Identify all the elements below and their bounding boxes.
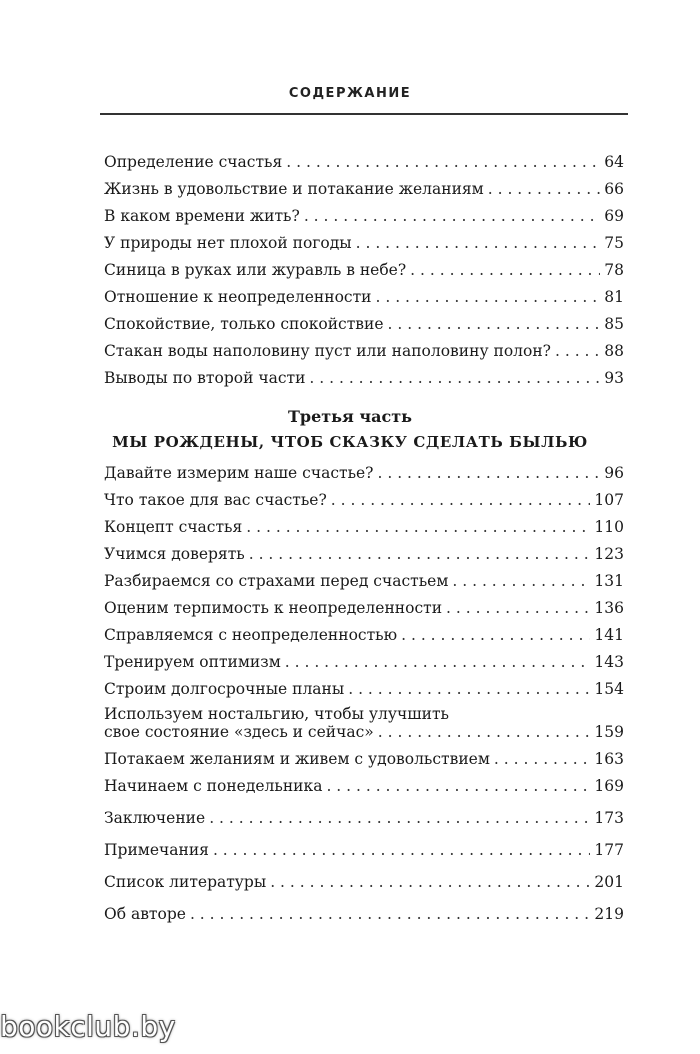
dot-leader <box>331 490 591 510</box>
toc-entry-page: 136 <box>594 599 624 617</box>
toc-entry[interactable] <box>104 749 624 769</box>
running-head: СОДЕРЖАНИЕ <box>288 86 412 101</box>
dot-leader <box>249 544 591 564</box>
dot-leader <box>356 233 601 253</box>
toc-entry-title: Разбираемся со страхами перед счастьем <box>104 572 449 590</box>
toc-entry[interactable] <box>104 179 624 199</box>
toc-entry-title: Потакаем желаниям и живем с удовольствием <box>104 750 490 768</box>
dot-leader <box>452 571 590 591</box>
dot-leader <box>348 679 590 699</box>
toc-entry-page: 64 <box>604 153 624 171</box>
toc-entry-page: 110 <box>594 518 624 536</box>
toc-entry[interactable] <box>104 341 624 361</box>
dot-leader <box>326 776 590 796</box>
toc-entry-multiline[interactable] <box>104 704 624 724</box>
toc-entry-page: 93 <box>604 369 624 387</box>
toc-entry-page: 173 <box>594 809 624 827</box>
toc-entry-title: Оценим терпимость к неопределенности <box>104 599 443 617</box>
toc-entry[interactable] <box>104 904 624 924</box>
site-watermark: bookclub.by <box>0 1010 176 1043</box>
toc-entry-page: 154 <box>594 680 624 698</box>
dot-leader <box>309 368 600 388</box>
toc-entry-page: 123 <box>594 545 624 563</box>
dot-leader <box>375 287 600 307</box>
toc-entry-page: 159 <box>594 723 624 741</box>
toc-entry[interactable] <box>104 808 624 828</box>
dot-leader <box>410 260 600 280</box>
toc-entry[interactable] <box>104 152 624 172</box>
toc-entry-title: У природы нет плохой погоды <box>104 234 352 252</box>
dot-leader <box>378 463 601 483</box>
toc-entry-page: 107 <box>594 491 624 509</box>
dot-leader <box>285 652 591 672</box>
toc-entry-title: Давайте измерим наше счастье? <box>104 464 374 482</box>
toc-entry-title: Отношение к неопределенности <box>104 288 372 306</box>
toc-entry-title: Об авторе <box>104 905 186 923</box>
header-rule <box>100 113 628 115</box>
toc-entry-page: 75 <box>604 234 624 252</box>
toc-entry-page: 141 <box>594 626 624 644</box>
dot-leader <box>213 840 590 860</box>
toc-entry-title: Список литературы <box>104 873 267 891</box>
toc-entry-page: 131 <box>594 572 624 590</box>
dot-leader <box>555 341 600 361</box>
dot-leader <box>494 749 590 769</box>
toc-entry[interactable] <box>104 490 624 510</box>
toc-entry[interactable] <box>104 260 624 280</box>
toc-entry-page: 143 <box>594 653 624 671</box>
dot-leader <box>304 206 600 226</box>
toc-entry[interactable] <box>104 776 624 796</box>
part-heading: Третья часть <box>287 407 413 426</box>
toc-entry[interactable] <box>104 463 624 483</box>
dot-leader <box>488 179 601 199</box>
dot-leader <box>378 722 591 742</box>
dot-leader <box>190 904 590 924</box>
toc-entry[interactable] <box>104 368 624 388</box>
toc-entry-multiline-last[interactable] <box>104 722 624 742</box>
toc-entry-page: 78 <box>604 261 624 279</box>
toc-entry-title: Учимся доверять <box>104 545 245 563</box>
toc-entry-title: Стакан воды наполовину пуст или наполовину полон? <box>104 342 551 360</box>
toc-entry-page: 69 <box>604 207 624 225</box>
toc-entry-page: 88 <box>604 342 624 360</box>
toc-entry-title: Определение счастья <box>104 153 283 171</box>
toc-entry[interactable] <box>104 872 624 892</box>
toc-entry[interactable] <box>104 652 624 672</box>
dot-leader <box>286 152 600 172</box>
toc-entry-title: Тренируем оптимизм <box>104 653 281 671</box>
toc-entry-title: Справляемся с неопределенностью <box>104 626 398 644</box>
toc-entry[interactable] <box>104 287 624 307</box>
toc-entry-title: Концепт счастья <box>104 518 243 536</box>
toc-entry-title: Заключение <box>104 809 206 827</box>
toc-entry-title: Выводы по второй части <box>104 369 306 387</box>
toc-entry[interactable] <box>104 206 624 226</box>
toc-entry-page: 163 <box>594 750 624 768</box>
toc-entry[interactable] <box>104 517 624 537</box>
toc-entry[interactable] <box>104 233 624 253</box>
toc-entry[interactable] <box>104 840 624 860</box>
dot-leader <box>246 517 590 537</box>
toc-entry-page: 66 <box>604 180 624 198</box>
dot-leader <box>401 625 590 645</box>
toc-entry[interactable] <box>104 544 624 564</box>
toc-entry-page: 81 <box>604 288 624 306</box>
toc-entry[interactable] <box>104 625 624 645</box>
toc-entry-page: 85 <box>604 315 624 333</box>
dot-leader <box>209 808 590 828</box>
dot-leader <box>388 314 601 334</box>
toc-entry[interactable] <box>104 314 624 334</box>
toc-entry-title: Синица в руках или журавль в небе? <box>104 261 407 279</box>
part-subheading: МЫ РОЖДЕНЫ, ЧТОБ СКАЗКУ СДЕЛАТЬ БЫЛЬЮ <box>112 433 588 451</box>
toc-entry-title: Что такое для вас счастье? <box>104 491 327 509</box>
toc-entry-page: 96 <box>604 464 624 482</box>
dot-leader <box>446 598 590 618</box>
toc-entry[interactable] <box>104 598 624 618</box>
toc-entry-page: 169 <box>594 777 624 795</box>
toc-entry-title: В каком времени жить? <box>104 207 300 225</box>
toc-entry-title-line2: свое состояние «здесь и сейчас» <box>104 723 374 741</box>
toc-entry-page: 219 <box>594 905 624 923</box>
toc-entry[interactable] <box>104 571 624 591</box>
dot-leader <box>270 872 590 892</box>
toc-entry-title-line1: Используем ностальгию, чтобы улучшить <box>104 705 449 723</box>
toc-entry-title: Примечания <box>104 841 209 859</box>
toc-entry-page: 177 <box>594 841 624 859</box>
toc-entry-title: Строим долгосрочные планы <box>104 680 345 698</box>
toc-entry[interactable] <box>104 679 624 699</box>
toc-entry-title: Жизнь в удовольствие и потакание желаниям <box>104 180 484 198</box>
toc-entry-title: Начинаем с понедельника <box>104 777 323 795</box>
toc-entry-title: Спокойствие, только спокойствие <box>104 315 384 333</box>
toc-entry-page: 201 <box>594 873 624 891</box>
